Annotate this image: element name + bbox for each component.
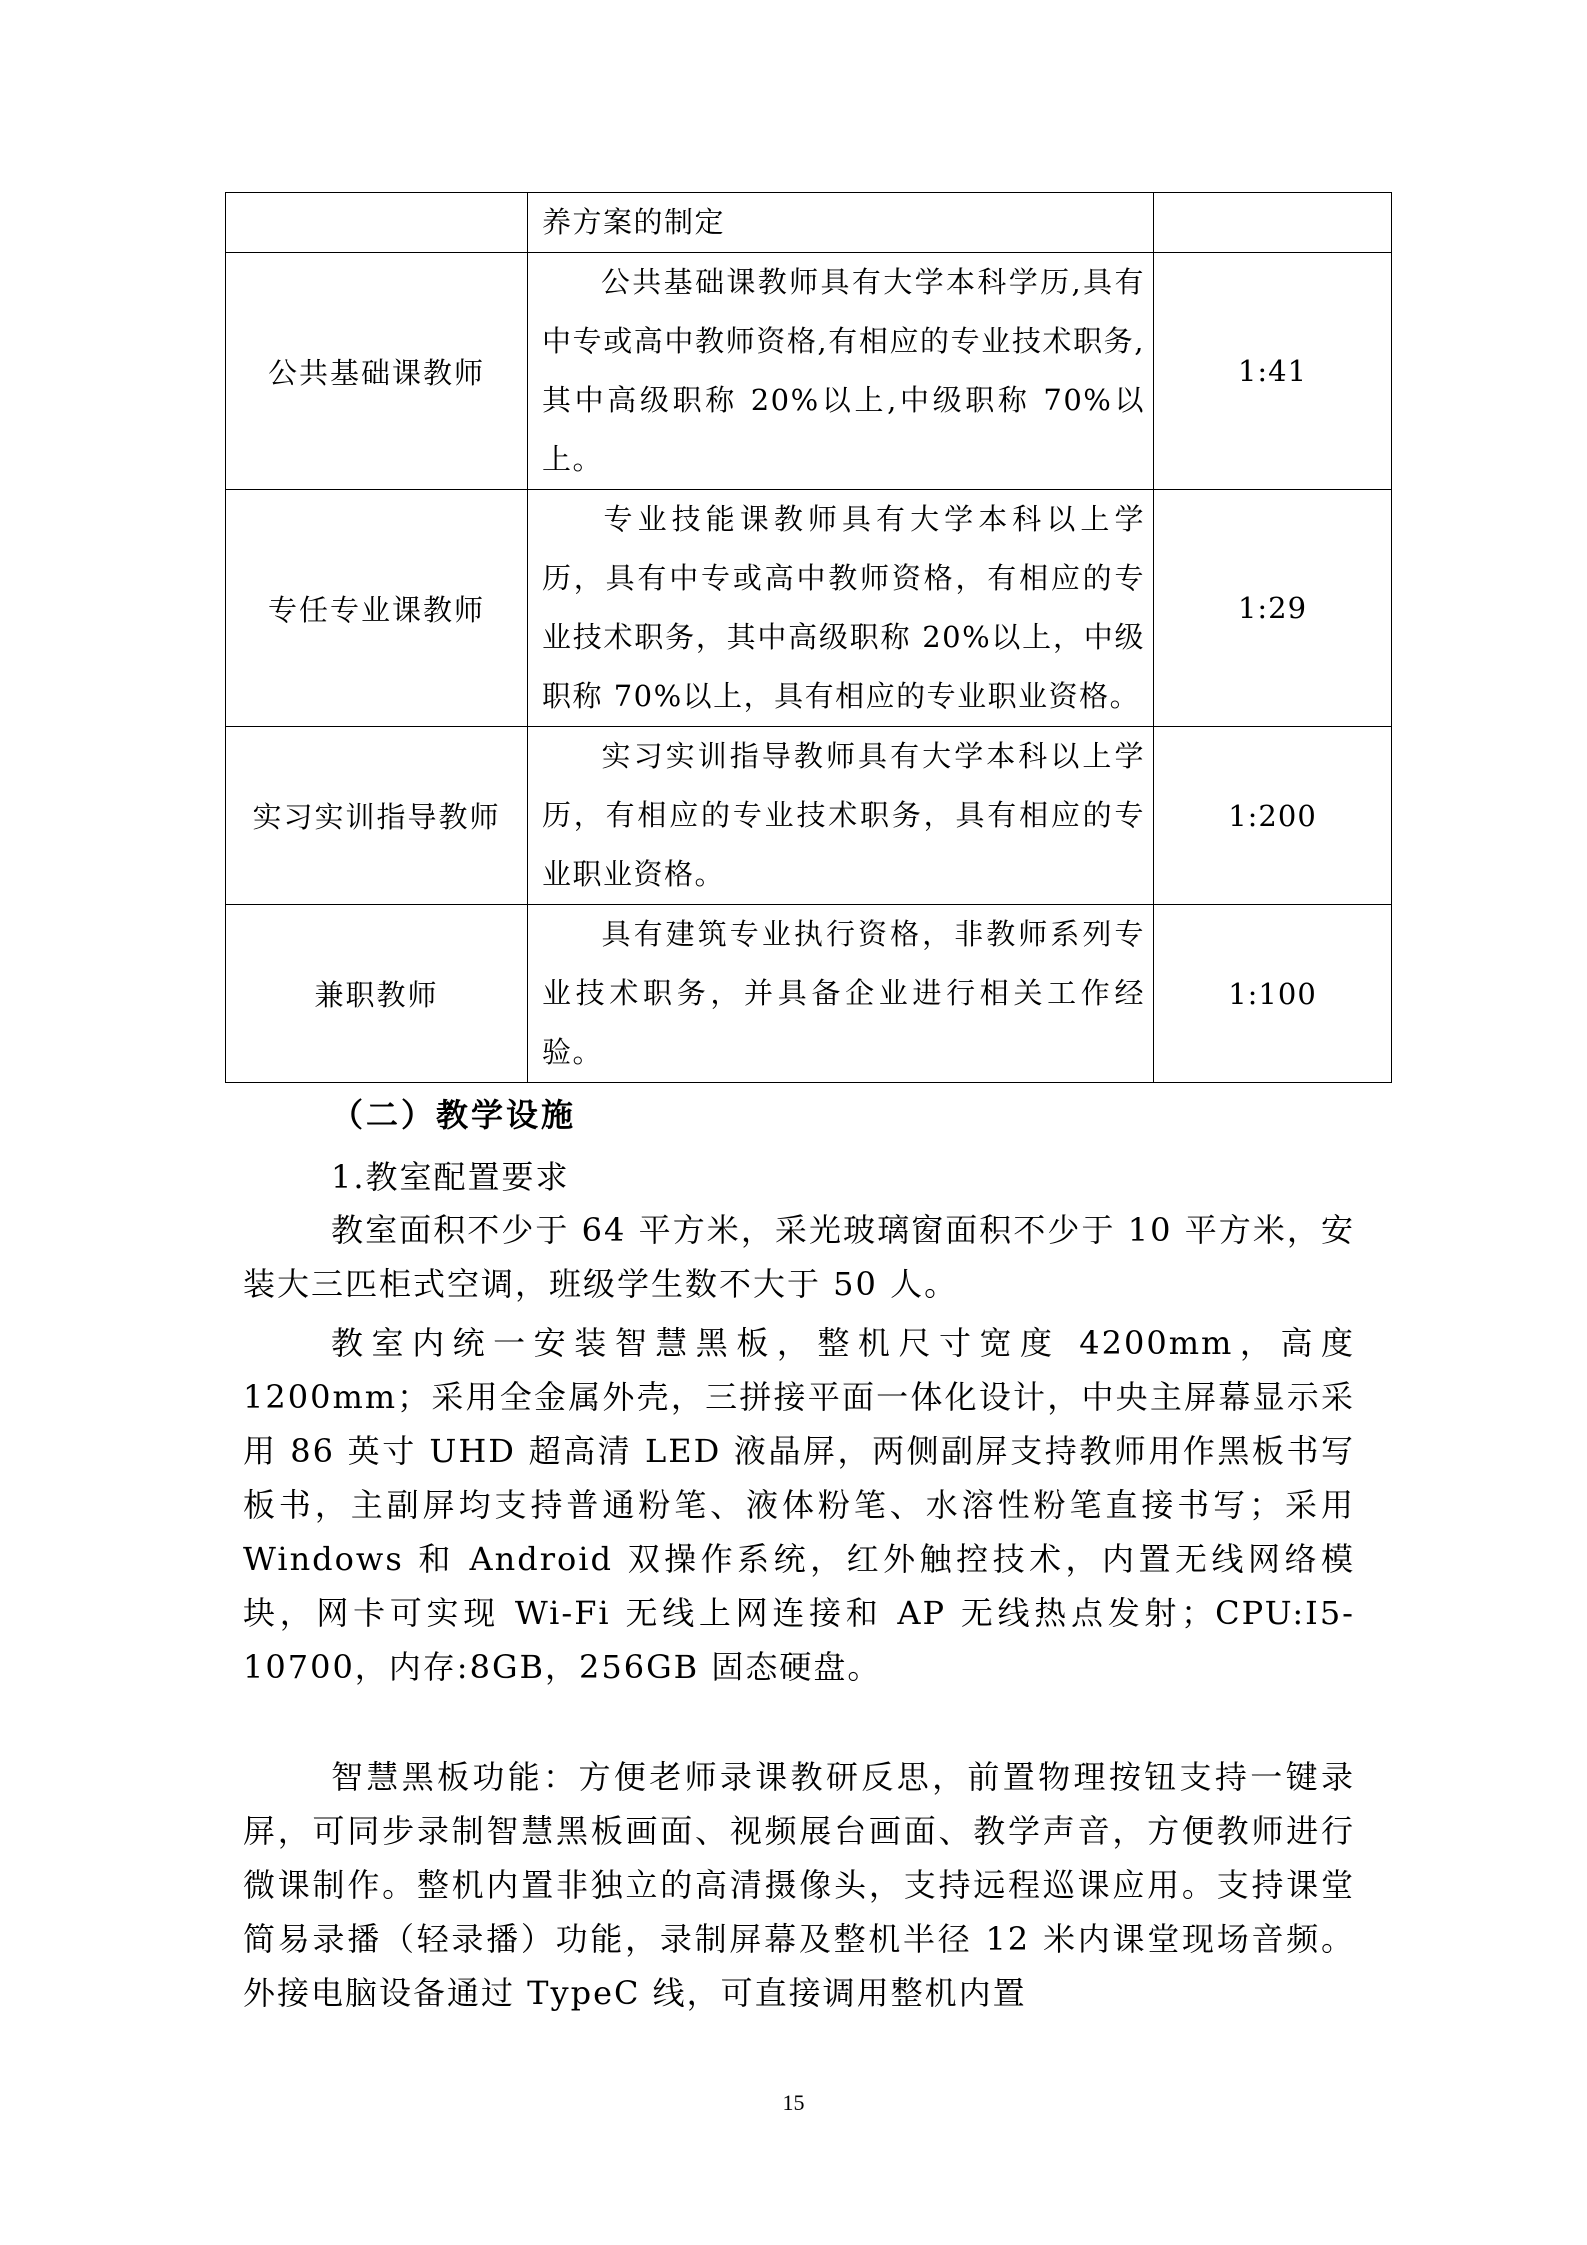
ratio-cell <box>1154 193 1392 253</box>
paragraph-text: 智慧黑板功能：方便老师录课教研反思，前置物理按钮支持一键录屏，可同步录制智慧黑板画面、视频展台画面、教学声音，方便教师进行微课制作。整机内置非独立的高清摄像头，支持远程巡课应用。支持课堂简易录播（轻录播）功能，录制屏幕及整机半径 12 米内课堂现场音频。外接电脑设备通过 TypeC 线，可直接调用整机内置 <box>243 1758 1355 2012</box>
role-cell: 实习实训指导教师 <box>226 727 528 905</box>
table-row <box>226 253 1392 490</box>
page-number: 15 <box>782 2090 805 2115</box>
requirement-text: 养方案的制定 <box>542 205 726 239</box>
ratio-cell: 1:29 <box>1154 490 1392 727</box>
role-cell: 兼职教师 <box>226 905 528 1083</box>
body-paragraph <box>243 1316 1355 1694</box>
table-row <box>226 905 1392 1083</box>
table-row <box>226 727 1392 905</box>
requirement-cell <box>528 253 1154 490</box>
requirement-cell <box>528 193 1154 253</box>
teacher-staffing-table <box>225 192 1392 1083</box>
ratio-cell: 1:41 <box>1154 253 1392 490</box>
requirement-cell <box>528 905 1154 1083</box>
paragraph-text: 教室内统一安装智慧黑板，整机尺寸宽度 4200mm，高度 1200mm；采用全金属外壳，三拼接平面一体化设计，中央主屏幕显示采用 86 英寸 UHD 超高清 LED 液晶屏，两侧副屏支持教师用作黑板书写板书，主副屏均支持普通粉笔、液体粉笔、水溶性粉笔直接书写；采用 Windows 和 Android 双操作系统，红外触控技术，内置无线网络模块，网卡可实现 Wi-Fi 无线上网连接和 AP 无线热点发射；CPU:I5-10700，内存:8GB，256GB 固态硬盘。 <box>243 1324 1355 1686</box>
role-cell: 专任专业课教师 <box>226 490 528 727</box>
requirement-text: 公共基础课教师具有大学本科学历,具有中专或高中教师资格,有相应的专业技术职务,其中高级职称 20%以上,中级职称 70%以上。 <box>542 265 1145 476</box>
paragraph-text: 教室面积不少于 64 平方米，采光玻璃窗面积不少于 10 平方米，安装大三匹柜式空调，班级学生数不大于 50 人。 <box>243 1211 1355 1303</box>
requirement-cell <box>528 727 1154 905</box>
requirement-text: 具有建筑专业执行资格，非教师系列专业技术职务，并具备企业进行相关工作经验。 <box>542 917 1145 1069</box>
requirement-text: 实习实训指导教师具有大学本科以上学历，有相应的专业技术职务，具有相应的专业职业资格。 <box>542 739 1145 891</box>
subsection-heading: 1.教室配置要求 <box>331 1158 570 1196</box>
requirement-cell <box>528 490 1154 727</box>
table-row <box>226 193 1392 253</box>
ratio-cell: 1:100 <box>1154 905 1392 1083</box>
section-heading: （二）教学设施 <box>331 1096 577 1134</box>
body-paragraph <box>243 1750 1355 2020</box>
table-row <box>226 490 1392 727</box>
role-cell: 公共基础课教师 <box>226 253 528 490</box>
requirement-text: 专业技能课教师具有大学本科以上学历，具有中专或高中教师资格，有相应的专业技术职务，其中高级职称 20%以上，中级职称 70%以上，具有相应的专业职业资格。 <box>542 502 1145 713</box>
ratio-cell: 1:200 <box>1154 727 1392 905</box>
role-cell <box>226 193 528 253</box>
body-paragraph <box>243 1203 1355 1311</box>
